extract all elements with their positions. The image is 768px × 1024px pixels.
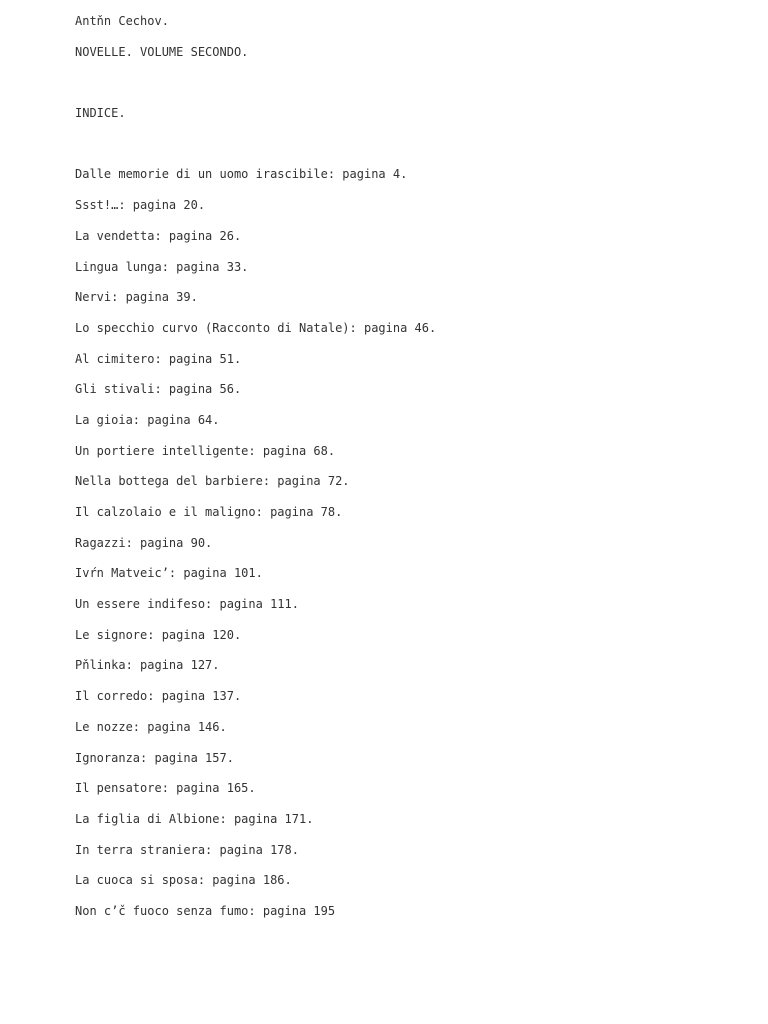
toc-entry: Lingua lunga: pagina 33. xyxy=(75,259,249,274)
toc-entry: Al cimitero: pagina 51. xyxy=(75,351,242,366)
toc-entry: Nervi: pagina 39. xyxy=(75,290,198,305)
toc-entry: Dalle memorie di un uomo irascibile: pagina 4. xyxy=(75,167,408,182)
toc-entry: Gli stivali: pagina 56. xyxy=(75,382,242,397)
document-page xyxy=(75,12,755,933)
spacer xyxy=(75,135,755,153)
toc-entry: Le nozze: pagina 146. xyxy=(75,719,227,734)
table-of-contents xyxy=(75,165,755,920)
toc-entry: Un essere indifeso: pagina 111. xyxy=(75,597,299,612)
toc-entry: La figlia di Albione: pagina 171. xyxy=(75,811,314,826)
toc-entry: Ssst!…: pagina 20. xyxy=(75,198,206,213)
toc-entry: Il pensatore: pagina 165. xyxy=(75,781,256,796)
toc-entry: Le signore: pagina 120. xyxy=(75,627,242,642)
toc-entry: Ragazzi: pagina 90. xyxy=(75,535,213,550)
volume-title: NOVELLE. VOLUME SECONDO. xyxy=(75,44,249,59)
toc-entry: Lo specchio curvo (Racconto di Natale): pagina 46. xyxy=(75,320,437,335)
author-line: Antňn Cechov. xyxy=(75,14,169,28)
toc-entry: Pňlinka: pagina 127. xyxy=(75,658,220,673)
index-heading: INDICE. xyxy=(75,106,126,121)
toc-entry: Non c’č fuoco senza fumo: pagina 195 xyxy=(75,903,336,918)
toc-entry: Ivŕn Matveic’: pagina 101. xyxy=(75,566,263,581)
toc-entry: La vendetta: pagina 26. xyxy=(75,228,242,243)
toc-entry: Ignoranza: pagina 157. xyxy=(75,750,234,765)
toc-entry: In terra straniera: pagina 178. xyxy=(75,842,299,857)
toc-entry: Il calzolaio e il maligno: pagina 78. xyxy=(75,505,343,519)
toc-entry: Un portiere intelligente: pagina 68. xyxy=(75,443,336,458)
toc-entry: La cuoca si sposa: pagina 186. xyxy=(75,873,292,888)
toc-entry: La gioia: pagina 64. xyxy=(75,412,220,427)
toc-entry: Il corredo: pagina 137. xyxy=(75,689,242,704)
spacer xyxy=(75,73,755,91)
toc-entry: Nella bottega del barbiere: pagina 72. xyxy=(75,474,350,489)
